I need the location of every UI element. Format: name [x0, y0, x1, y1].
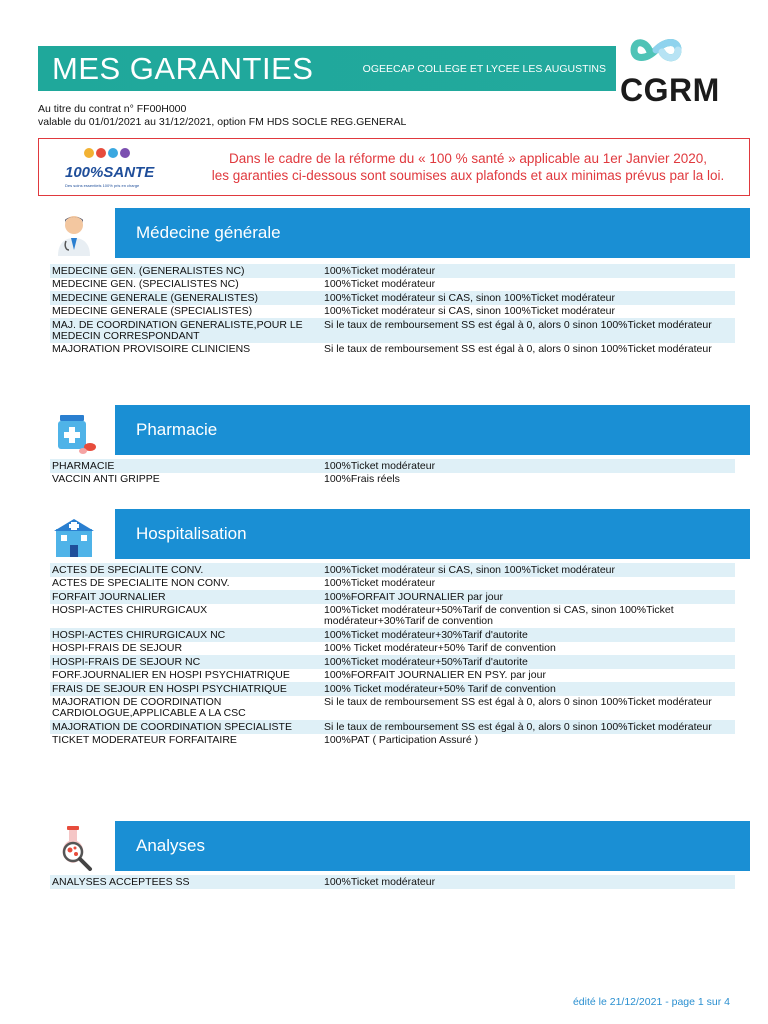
- benefit-label: ANALYSES ACCEPTEES SS: [52, 875, 190, 888]
- hospital-icon: [50, 513, 98, 561]
- table-row: [50, 577, 735, 591]
- benefit-label: ACTES DE SPECIALITE CONV.: [52, 563, 204, 576]
- benefit-value: 100%Ticket modérateur: [324, 577, 436, 589]
- table-row: [50, 655, 735, 669]
- benefit-value: 100%Ticket modérateur si CAS, sinon 100%Ticket modérateur: [324, 563, 616, 576]
- page-title: MES GARANTIES: [52, 50, 314, 86]
- benefit-label: MAJORATION DE COORDINATION SPECIALISTE: [52, 720, 292, 733]
- benefit-label: PHARMACIE: [52, 459, 115, 472]
- benefit-value: 100%Ticket modérateur: [324, 875, 436, 888]
- guarantee-table: [50, 875, 735, 889]
- section-title: Analyses: [136, 836, 205, 855]
- guarantee-table: [50, 459, 735, 486]
- benefit-value: 100% Ticket modérateur+50% Tarif de convention: [324, 642, 556, 654]
- benefit-value: 100%Ticket modérateur: [324, 264, 436, 277]
- benefit-value: 100%Frais réels: [324, 473, 400, 485]
- table-row: [50, 604, 735, 629]
- benefit-label: TICKET MODERATEUR FORFAITAIRE: [52, 734, 237, 746]
- table-row: [50, 459, 735, 473]
- table-row: [50, 343, 735, 357]
- benefit-label: VACCIN ANTI GRIPPE: [52, 473, 160, 485]
- benefit-label: MEDECINE GENERALE (SPECIALISTES): [52, 305, 253, 317]
- medicine-icon: [50, 407, 98, 455]
- lab-analysis-icon: [50, 823, 98, 871]
- section-title: Pharmacie: [136, 420, 218, 439]
- benefit-value: 100%FORFAIT JOURNALIER par jour: [324, 590, 503, 603]
- reform-line-2: les garanties ci-dessous sont soumises aux plafonds et aux minimas prévus par la loi.: [211, 168, 725, 183]
- table-row: [50, 628, 735, 642]
- benefit-label: FORF.JOURNALIER EN HOSPI PSYCHIATRIQUE: [52, 669, 290, 681]
- table-row: [50, 563, 735, 577]
- contract-number: Au titre du contrat n° FF00H000: [38, 103, 187, 115]
- sante-logo-label: 100%SANTE: [65, 164, 155, 181]
- benefit-label: MAJORATION DE COORDINATION CARDIOLOGUE,APPLICABLE A LA CSC: [52, 696, 246, 719]
- benefit-value: 100%Ticket modérateur: [324, 459, 436, 472]
- table-row: [50, 875, 735, 889]
- benefit-label: ACTES DE SPECIALITE NON CONV.: [52, 577, 230, 589]
- section-title: Hospitalisation: [136, 524, 247, 543]
- benefit-value: Si le taux de remboursement SS est égal à 0, alors 0 sinon 100%Ticket modérateur: [324, 318, 712, 331]
- contract-info: [38, 103, 406, 129]
- reform-text: [187, 150, 749, 184]
- benefit-value: Si le taux de remboursement SS est égal à 0, alors 0 sinon 100%Ticket modérateur: [324, 696, 712, 708]
- 100-sante-logo: [59, 143, 169, 191]
- table-row: [50, 720, 735, 734]
- cgrm-logo: [616, 28, 750, 108]
- table-row: [50, 318, 735, 343]
- doctor-icon: [50, 210, 98, 258]
- table-row: [50, 734, 735, 748]
- benefit-label: FORFAIT JOURNALIER: [52, 590, 166, 603]
- table-row: [50, 642, 735, 656]
- benefit-label: HOSPI-ACTES CHIRURGICAUX NC: [52, 628, 226, 641]
- section-header-hospitalisation: [115, 509, 750, 559]
- benefit-label: MEDECINE GENERALE (GENERALISTES): [52, 291, 258, 304]
- table-row: [50, 278, 735, 292]
- benefit-label: HOSPI-FRAIS DE SEJOUR: [52, 642, 183, 654]
- page-header: [38, 46, 616, 91]
- section-header-analyses: [115, 821, 750, 871]
- sante-badge-icon: [59, 143, 169, 191]
- benefit-value: Si le taux de remboursement SS est égal à 0, alors 0 sinon 100%Ticket modérateur: [324, 343, 712, 355]
- benefit-label: MAJORATION PROVISOIRE CLINICIENS: [52, 343, 251, 355]
- benefit-value: 100%Ticket modérateur+50%Tarif d'autorite: [324, 655, 528, 668]
- table-row: [50, 291, 735, 305]
- benefit-label: MEDECINE GEN. (GENERALISTES NC): [52, 264, 245, 277]
- benefit-value: Si le taux de remboursement SS est égal à 0, alors 0 sinon 100%Ticket modérateur: [324, 720, 712, 733]
- section-header-medecine: [115, 208, 750, 258]
- benefit-value: 100%Ticket modérateur: [324, 278, 436, 290]
- sante-logo-subtitle: Des soins essentiels 100% pris en charge: [65, 183, 140, 188]
- table-row: [50, 590, 735, 604]
- organization-name: OGEECAP COLLEGE ET LYCEE LES AUGUSTINS: [362, 62, 606, 75]
- benefit-value: 100% Ticket modérateur+50% Tarif de convention: [324, 682, 556, 695]
- table-row: [50, 264, 735, 278]
- logo-text: CGRM: [620, 72, 720, 108]
- table-row: [50, 473, 735, 487]
- guarantee-table: [50, 563, 735, 747]
- guarantee-table: [50, 264, 735, 356]
- page-footer: édité le 21/12/2021 - page 1 sur 4: [572, 996, 730, 1008]
- benefit-value: 100%Ticket modérateur si CAS, sinon 100%Ticket modérateur: [324, 291, 616, 304]
- benefit-value: 100%PAT ( Participation Assuré ): [324, 734, 479, 746]
- benefit-label: MAJ. DE COORDINATION GENERALISTE,POUR LE MEDECIN CORRESPONDANT: [52, 318, 303, 342]
- table-row: [50, 696, 735, 721]
- section-header-pharmacie: [115, 405, 750, 455]
- infinity-logo-icon: [616, 28, 750, 74]
- section-title: Médecine générale: [136, 223, 281, 242]
- benefit-value: 100%Ticket modérateur+30%Tarif d'autorite: [324, 628, 528, 641]
- table-row: [50, 305, 735, 319]
- contract-validity: valable du 01/01/2021 au 31/12/2021, option FM HDS SOCLE REG.GENERAL: [38, 116, 407, 128]
- reform-notice: [38, 138, 750, 196]
- benefit-label: FRAIS DE SEJOUR EN HOSPI PSYCHIATRIQUE: [52, 682, 287, 695]
- benefit-label: MEDECINE GEN. (SPECIALISTES NC): [52, 278, 239, 290]
- table-row: [50, 669, 735, 683]
- benefit-value: 100%Ticket modérateur si CAS, sinon 100%Ticket modérateur: [324, 305, 616, 317]
- table-row: [50, 682, 735, 696]
- reform-line-1: Dans le cadre de la réforme du « 100 % santé » applicable au 1er Janvier 2020,: [228, 151, 708, 166]
- benefit-label: HOSPI-FRAIS DE SEJOUR NC: [52, 655, 201, 668]
- benefit-label: HOSPI-ACTES CHIRURGICAUX: [52, 604, 208, 616]
- benefit-value: 100%FORFAIT JOURNALIER EN PSY. par jour: [324, 669, 546, 681]
- benefit-value: 100%Ticket modérateur+50%Tarif de convention si CAS, sinon 100%Ticket modérateur+30%Tarif de convention: [324, 604, 674, 627]
